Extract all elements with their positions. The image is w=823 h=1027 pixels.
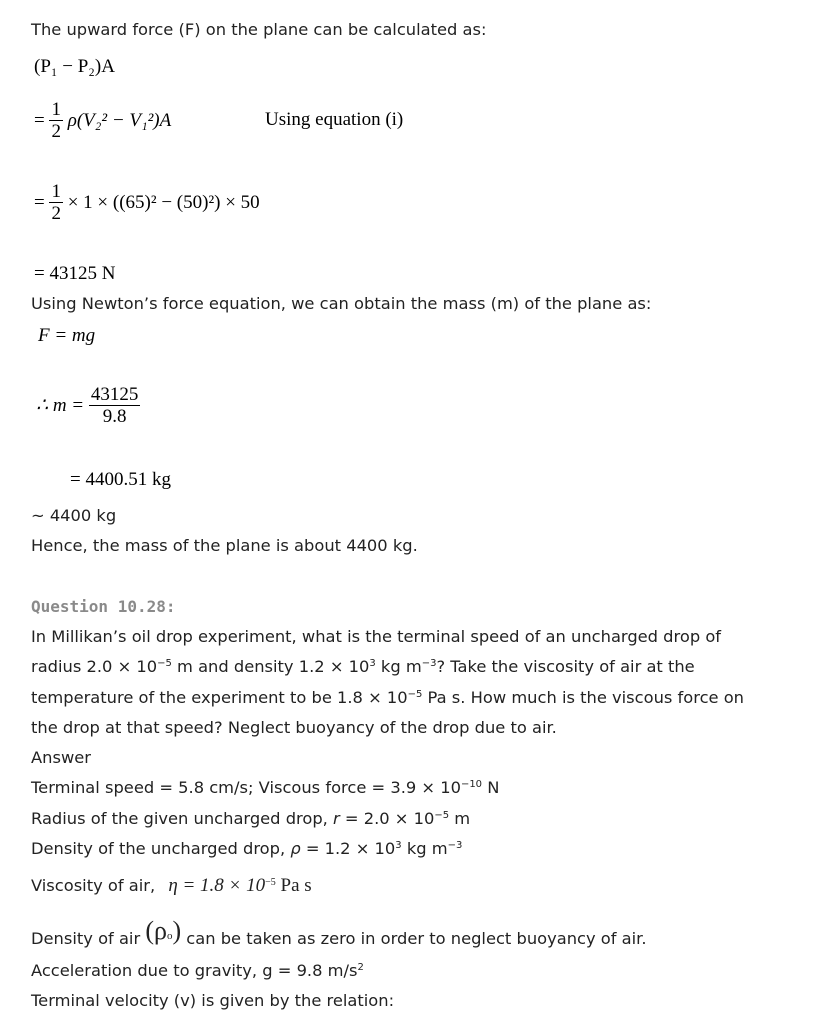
eq-sign: =: [34, 109, 45, 131]
sub: o: [166, 930, 173, 942]
seg: = 2.0 × 10: [339, 809, 435, 828]
question-line-2: [31, 652, 785, 682]
seg: Pa s. How much is the viscous force on: [422, 687, 745, 707]
seg: Terminal speed = 5.8 cm/s; Viscous force = 3.9 × 10: [31, 778, 461, 797]
exp: −3: [421, 658, 437, 670]
exp: −5: [157, 658, 172, 670]
numerator: 1: [51, 99, 61, 120]
seg: temperature of the experiment to be 1.8 × 10: [31, 687, 408, 707]
exp: −3: [447, 840, 463, 851]
answer-line-7: Terminal velocity (v) is given by the relation:: [31, 991, 395, 1010]
answer-line-5: [31, 916, 647, 954]
text-conclusion: Hence, the mass of the plane is about 4400 kg.: [31, 536, 418, 555]
seg: N: [482, 778, 500, 797]
answer-line-3: [31, 839, 462, 859]
equation-pressure-diff: (P₁ − P₂)A: [34, 56, 115, 77]
seg: Acceleration due to gravity, g = 9.8 m/s: [31, 961, 358, 980]
question-body: [31, 622, 785, 743]
seg: Viscosity of air,: [31, 876, 161, 895]
var: ρ: [290, 839, 301, 858]
equation-bernoulli: [34, 100, 171, 143]
question-line-4: the drop at that speed? Neglect buoyancy of the drop due to air.: [31, 717, 557, 737]
numerator: 1: [51, 181, 61, 202]
equation-force-result: = 43125 N: [34, 263, 116, 284]
exp: −5: [434, 810, 450, 821]
seg: m: [449, 809, 471, 828]
eq-text: F = mg: [38, 325, 96, 346]
seg: η = 1.8 × 10: [168, 875, 266, 896]
denominator: 2: [51, 121, 61, 142]
seg: m and density 1.2 × 10: [171, 657, 370, 677]
fraction-half: [49, 100, 63, 143]
exp: −5: [407, 688, 423, 700]
question-line-3: [31, 683, 785, 713]
seg: ): [172, 916, 182, 945]
fraction-mass: [89, 385, 141, 428]
seg: kg m: [401, 839, 448, 858]
exp: 2: [357, 962, 364, 973]
answer-line-2: [31, 809, 470, 829]
seg: Pa s: [275, 875, 312, 896]
seg: kg m: [375, 657, 422, 677]
exp: 3: [369, 658, 376, 670]
eq-rest: ρ(V₂² − V₁²)A: [67, 109, 172, 131]
equation-substitution: [34, 182, 260, 225]
seg: Radius of the given uncharged drop,: [31, 809, 334, 828]
seg: can be taken as zero in order to neglect buoyancy of air.: [181, 929, 647, 948]
seg: Density of air: [31, 929, 146, 948]
viscosity-equation: [168, 875, 311, 896]
seg: = 1.2 × 10: [300, 839, 396, 858]
equation-note: Using equation (i): [265, 109, 404, 130]
answer-line-1: [31, 778, 499, 798]
question-line-1: In Millikan’s oil drop experiment, what is the terminal speed of an uncharged drop of: [31, 627, 722, 646]
seg: (ρ: [145, 916, 167, 945]
eq-sign: =: [34, 191, 45, 213]
seg: radius 2.0 × 10: [31, 657, 158, 677]
question-title: Question 10.28:: [31, 597, 176, 616]
eq-rest: × 1 × ((65)² − (50)²) × 50: [67, 191, 260, 213]
exp: 3: [395, 840, 402, 851]
var: r: [333, 809, 340, 828]
seg: Density of the uncharged drop,: [31, 839, 291, 858]
answer-line-4: [31, 876, 312, 896]
answer-label: Answer: [31, 748, 91, 767]
air-density-symbol: [145, 916, 182, 945]
equation-mass-result: = 4400.51 kg: [70, 469, 171, 490]
exp: −5: [265, 877, 276, 888]
exp: −10: [460, 779, 483, 790]
text-upward-force: The upward force (F) on the plane can be calculated as:: [31, 20, 487, 39]
eq-lhs: ∴ m =: [36, 394, 85, 416]
denominator: 2: [51, 203, 61, 224]
denominator: 9.8: [102, 406, 127, 427]
equation-mass: [36, 385, 140, 428]
fraction-half: [49, 182, 63, 225]
equation-f-mg: [38, 325, 95, 347]
seg: ? Take the viscosity of air at the: [436, 657, 695, 677]
text-newton: Using Newton’s force equation, we can obtain the mass (m) of the plane as:: [31, 294, 652, 313]
text-approx: ~ 4400 kg: [31, 506, 117, 525]
numerator: 43125: [90, 384, 139, 405]
answer-line-6: [31, 961, 364, 981]
